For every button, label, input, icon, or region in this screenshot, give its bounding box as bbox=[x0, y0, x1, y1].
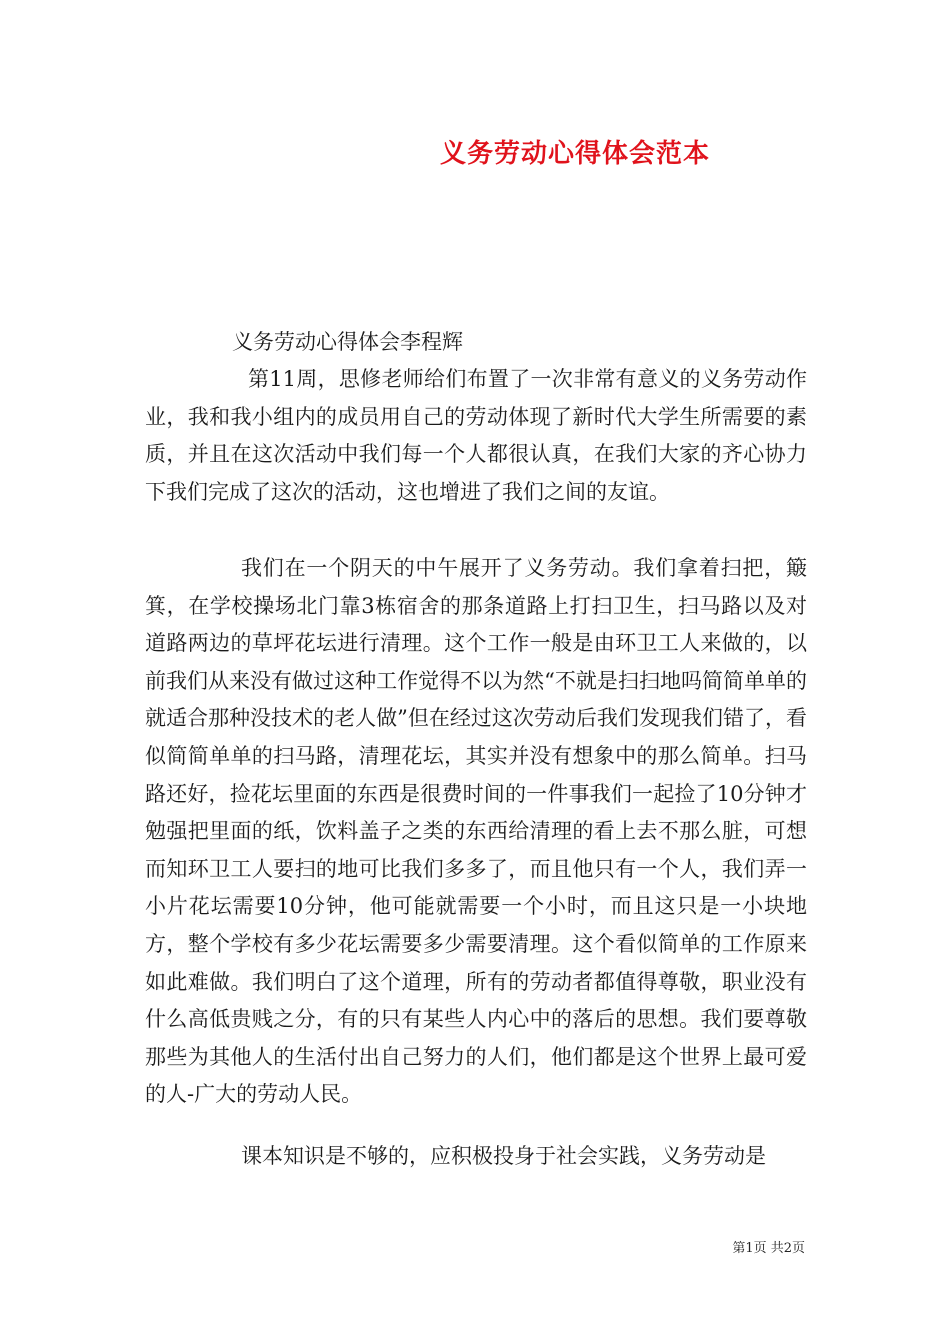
paragraph-3: 课本知识是不够的，应积极投身于社会实践，义务劳动是 bbox=[241, 1144, 766, 1168]
document-title: 义务劳动心得体会范本 bbox=[439, 139, 710, 169]
page-number-footer: 第1页 共2页 bbox=[732, 1241, 805, 1256]
document-subtitle: 义务劳动心得体会李程辉 bbox=[232, 330, 463, 354]
paragraph-1: 第11周，思修老师给们布置了一次非常有意义的义务劳动作业，我和我小组内的成员用自己的劳动体现了新时代大学生所需要的素质，并且在这次活动中我们每一个人都很认真，在我们大家的齐心协力下我们完成了这次的活动，这也增进了我们之间的友谊。 bbox=[145, 367, 807, 504]
paragraph-2: 我们在一个阴天的中午展开了义务劳动。我们拿着扫把，簸箕，在学校操场北门靠3栋宿舍的那条道路上打扫卫生，扫马路以及对道路两边的草坪花坛进行清理。这个工作一般是由环卫工人来做的，以前我们从来没有做过这种工作觉得不以为然“不就是扫扫地吗简简单单的就适合那种没技术的老人做”但在经过这次劳动后我们发现我们错了，看似简简单单的扫马路，清理花坛，其实并没有想象中的那么简单。扫马路还好，捡花坛里面的东西是很费时间的一件事我们一起捡了10分钟才勉强把里面的纸，饮料盖子之类的东西给清理的看上去不那么脏，可想而知环卫工人要扫的地可比我们多多了，而且他只有一个人，我们弄一小片花坛需要10分钟，他可能就需要一个小时，而且这只是一小块地方，整个学校有多少花坛需要多少需要清理。这个看似简单的工作原来如此难做。我们明白了这个道理，所有的劳动者都值得尊敬，职业没有什么高低贵贱之分，有的只有某些人内心中的落后的思想。我们要尊敬那些为其他人的生活付出自己努力的人们，他们都是这个世界上最可爱的人-广大的劳动人民。 bbox=[145, 556, 807, 1107]
